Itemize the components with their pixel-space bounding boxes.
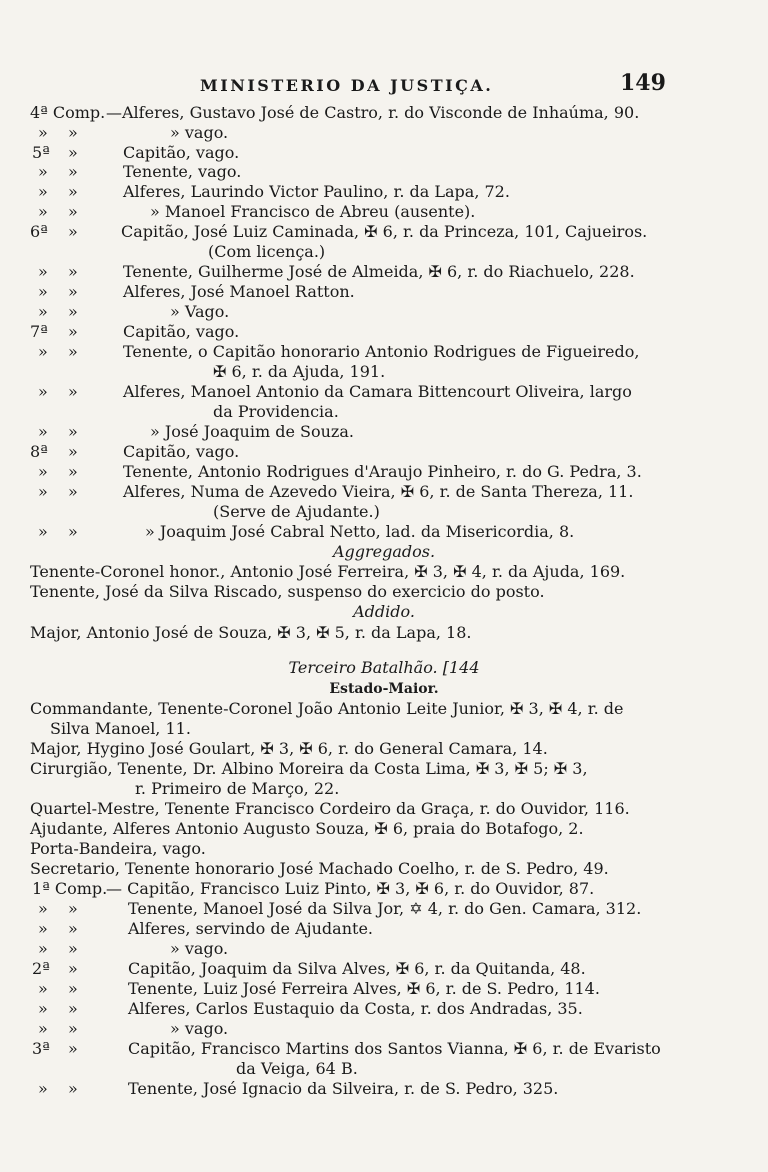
line-text: Alferes, José Manoel Ratton. <box>123 282 355 301</box>
text-line <box>0 143 768 163</box>
ditto-marker: » <box>68 1039 78 1058</box>
text-line <box>0 719 768 739</box>
company-marker: » <box>38 202 48 221</box>
text-line <box>0 859 768 879</box>
line-text: Capitão, Joaquim da Silva Alves, ✠ 6, r. da Quitanda, 48. <box>128 959 586 978</box>
text-line <box>0 542 768 562</box>
company-marker: 1ª Comp. <box>32 879 108 898</box>
ditto-marker: » <box>68 999 78 1018</box>
line-text: » vago. <box>170 123 229 142</box>
line-text: Tenente, Luiz José Ferreira Alves, ✠ 6, r. de S. Pedro, 114. <box>128 979 600 998</box>
text-line <box>0 442 768 462</box>
line-text: Major, Hygino José Goulart, ✠ 3, ✠ 6, r. do General Camara, 14. <box>30 739 548 758</box>
ditto-marker: » <box>68 422 78 441</box>
ditto-marker: » <box>68 522 78 541</box>
text-line <box>0 103 768 123</box>
text-line <box>0 779 768 799</box>
company-marker: 2ª <box>32 959 50 978</box>
text-line <box>0 759 768 779</box>
ditto-marker: » <box>68 342 78 361</box>
line-text: » Vago. <box>170 302 230 321</box>
company-marker: 5ª <box>32 143 50 162</box>
line-text: (Serve de Ajudante.) <box>213 502 380 521</box>
text-line <box>0 362 768 382</box>
company-marker: » <box>38 939 48 958</box>
line-text: Alferes, Numa de Azevedo Vieira, ✠ 6, r. de Santa Thereza, 11. <box>123 482 634 501</box>
line-text: » vago. <box>170 1019 229 1038</box>
text-line <box>0 262 768 282</box>
line-text: Silva Manoel, 11. <box>50 719 191 738</box>
company-marker: » <box>38 282 48 301</box>
text-line <box>0 402 768 422</box>
ditto-marker: » <box>68 162 78 181</box>
ditto-marker: » <box>68 939 78 958</box>
line-text: Capitão, vago. <box>123 442 240 461</box>
text-line <box>0 979 768 999</box>
section-heading: Aggregados. <box>332 542 436 561</box>
text-line <box>0 879 768 899</box>
section-heading: Terceiro Batalhão. [144 <box>288 658 480 677</box>
text-line <box>0 302 768 322</box>
line-text: Alferes, Carlos Eustaquio da Costa, r. dos Andradas, 35. <box>128 999 583 1018</box>
text-line <box>0 342 768 362</box>
line-text: Cirurgião, Tenente, Dr. Albino Moreira da Costa Lima, ✠ 3, ✠ 5; ✠ 3, <box>30 759 588 778</box>
text-line <box>0 562 768 582</box>
ditto-marker: » <box>68 382 78 401</box>
line-text: Capitão, vago. <box>123 143 240 162</box>
text-line <box>0 1079 768 1099</box>
text-line <box>0 1019 768 1039</box>
text-line <box>0 959 768 979</box>
text-line <box>0 482 768 502</box>
company-marker: » <box>38 1019 48 1038</box>
company-marker: » <box>38 999 48 1018</box>
ditto-marker: » <box>68 959 78 978</box>
ditto-marker: » <box>68 979 78 998</box>
text-line <box>0 602 768 622</box>
text-line <box>0 679 768 699</box>
ditto-marker: » <box>68 462 78 481</box>
line-text: Tenente-Coronel honor., Antonio José Ferreira, ✠ 3, ✠ 4, r. da Ajuda, 169. <box>30 562 626 581</box>
page-title: MINISTERIO DA JUSTIÇA. <box>200 76 494 95</box>
text-line <box>0 839 768 859</box>
ditto-marker: » <box>68 222 78 241</box>
line-text: Capitão, vago. <box>123 322 240 341</box>
text-line <box>0 799 768 819</box>
ditto-marker: » <box>68 442 78 461</box>
company-marker: » <box>38 123 48 142</box>
text-line <box>0 658 768 678</box>
text-line <box>0 182 768 202</box>
ditto-marker: » <box>68 302 78 321</box>
ditto-marker: » <box>68 282 78 301</box>
line-text: » Joaquim José Cabral Netto, lad. da Misericordia, 8. <box>145 522 575 541</box>
line-text: Tenente, Antonio Rodrigues d'Araujo Pinheiro, r. do G. Pedra, 3. <box>123 462 642 481</box>
ditto-marker: » <box>68 919 78 938</box>
company-marker: » <box>38 522 48 541</box>
company-marker: 8ª <box>30 442 48 461</box>
text-line <box>0 899 768 919</box>
ditto-marker: » <box>68 202 78 221</box>
text-line <box>0 999 768 1019</box>
page-header <box>0 70 768 100</box>
text-line <box>0 819 768 839</box>
company-marker: 3ª <box>32 1039 50 1058</box>
line-text: da Providencia. <box>213 402 339 421</box>
text-line <box>0 522 768 542</box>
line-text: ✠ 6, r. da Ajuda, 191. <box>213 362 386 381</box>
ditto-marker: » <box>68 1019 78 1038</box>
company-marker: » <box>38 302 48 321</box>
text-line <box>0 699 768 719</box>
ditto-marker: » <box>68 143 78 162</box>
line-text: Alferes, servindo de Ajudante. <box>128 919 373 938</box>
line-text: Tenente, José da Silva Riscado, suspenso do exercicio do posto. <box>30 582 545 601</box>
company-marker: » <box>38 1079 48 1098</box>
line-text: r. Primeiro de Março, 22. <box>135 779 340 798</box>
company-marker: 4ª Comp. <box>30 103 106 122</box>
text-line <box>0 282 768 302</box>
text-line <box>0 422 768 442</box>
text-line <box>0 1039 768 1059</box>
ditto-marker: » <box>68 262 78 281</box>
company-marker: » <box>38 462 48 481</box>
company-marker: » <box>38 979 48 998</box>
line-text: » vago. <box>170 939 229 958</box>
line-text: Major, Antonio José de Souza, ✠ 3, ✠ 5, r. da Lapa, 18. <box>30 623 472 642</box>
company-marker: » <box>38 482 48 501</box>
line-text: Tenente, vago. <box>123 162 242 181</box>
text-line <box>0 502 768 522</box>
ditto-marker: » <box>68 322 78 341</box>
line-text: Secretario, Tenente honorario José Machado Coelho, r. de S. Pedro, 49. <box>30 859 609 878</box>
ditto-marker: » <box>68 482 78 501</box>
line-text: Commandante, Tenente-Coronel João Antonio Leite Junior, ✠ 3, ✠ 4, r. de <box>30 699 624 718</box>
company-marker: » <box>38 919 48 938</box>
line-text: (Com licença.) <box>208 242 326 261</box>
line-text: » Manoel Francisco de Abreu (ausente). <box>150 202 476 221</box>
text-line <box>0 123 768 143</box>
section-heading: Addido. <box>353 602 415 621</box>
company-marker: » <box>38 422 48 441</box>
line-text: —Alferes, Gustavo José de Castro, r. do Visconde de Inhaúma, 90. <box>106 103 640 122</box>
line-text: Capitão, Francisco Martins dos Santos Vianna, ✠ 6, r. de Evaristo <box>128 1039 661 1058</box>
text-line <box>0 322 768 342</box>
line-text: » José Joaquim de Souza. <box>150 422 354 441</box>
line-text: Tenente, o Capitão honorario Antonio Rodrigues de Figueiredo, <box>123 342 640 361</box>
company-marker: » <box>38 182 48 201</box>
text-line <box>0 202 768 222</box>
line-text: da Veiga, 64 B. <box>236 1059 358 1078</box>
ditto-marker: » <box>68 899 78 918</box>
line-text: Capitão, José Luiz Caminada, ✠ 6, r. da Princeza, 101, Cajueiros. <box>121 222 648 241</box>
text-line <box>0 623 768 643</box>
company-marker: » <box>38 262 48 281</box>
text-line <box>0 162 768 182</box>
text-line <box>0 462 768 482</box>
line-text: Porta-Bandeira, vago. <box>30 839 206 858</box>
text-line <box>0 939 768 959</box>
line-text: Tenente, Manoel José da Silva Jor, ✡ 4, r. do Gen. Camara, 312. <box>128 899 642 918</box>
company-marker: 6ª <box>30 222 48 241</box>
text-line <box>0 582 768 602</box>
text-line <box>0 1059 768 1079</box>
section-heading: Estado-Maior. <box>329 681 439 697</box>
company-marker: » <box>38 342 48 361</box>
text-line <box>0 242 768 262</box>
text-line <box>0 222 768 242</box>
company-marker: » <box>38 899 48 918</box>
line-text: Tenente, Guilherme José de Almeida, ✠ 6, r. do Riachuelo, 228. <box>123 262 635 281</box>
company-marker: » <box>38 382 48 401</box>
company-marker: » <box>38 162 48 181</box>
line-text: Ajudante, Alferes Antonio Augusto Souza, ✠ 6, praia do Botafogo, 2. <box>30 819 584 838</box>
page-number: 149 <box>620 70 666 96</box>
ditto-marker: » <box>68 123 78 142</box>
line-text: Tenente, José Ignacio da Silveira, r. de S. Pedro, 325. <box>128 1079 559 1098</box>
line-text: Quartel-Mestre, Tenente Francisco Cordeiro da Graça, r. do Ouvidor, 116. <box>30 799 630 818</box>
company-marker: 7ª <box>30 322 48 341</box>
text-line <box>0 919 768 939</box>
line-text: Alferes, Manoel Antonio da Camara Bittencourt Oliveira, largo <box>123 382 632 401</box>
ditto-marker: » <box>68 182 78 201</box>
ditto-marker: » <box>68 1079 78 1098</box>
line-text: Alferes, Laurindo Victor Paulino, r. da Lapa, 72. <box>123 182 510 201</box>
text-line <box>0 739 768 759</box>
text-line <box>0 382 768 402</box>
line-text: — Capitão, Francisco Luiz Pinto, ✠ 3, ✠ 6, r. do Ouvidor, 87. <box>106 879 595 898</box>
